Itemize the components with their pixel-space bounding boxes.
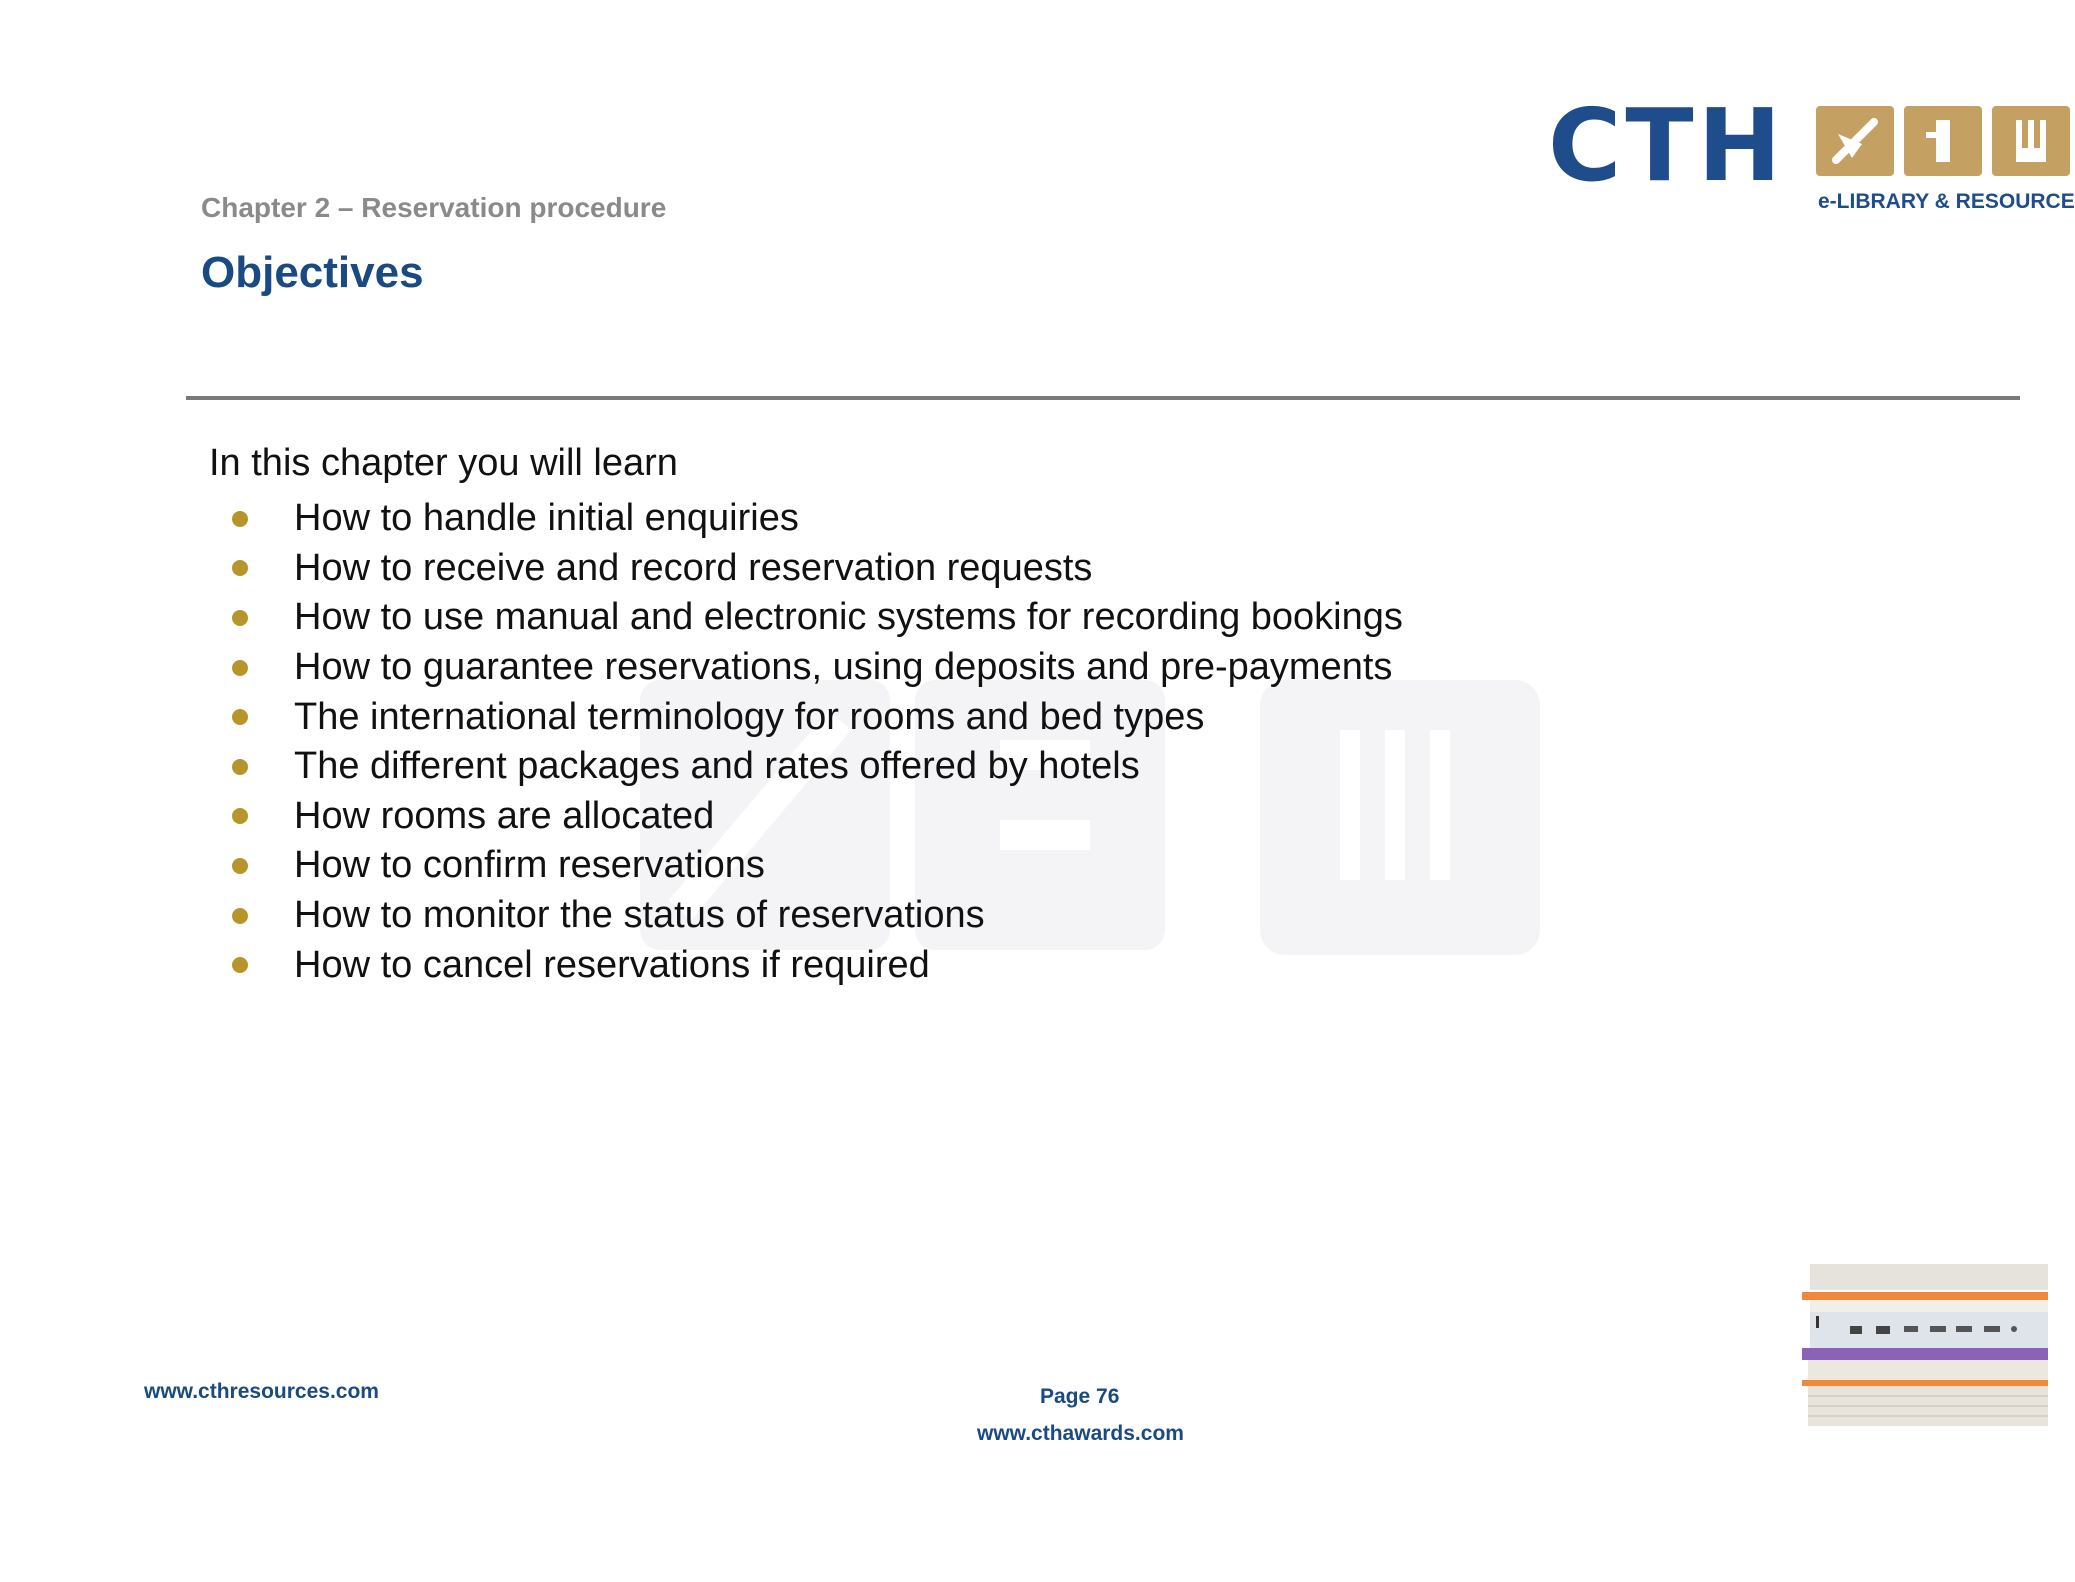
list-item xyxy=(232,643,1403,693)
cth-logo xyxy=(1548,87,2075,224)
list-item xyxy=(232,940,1403,990)
list-item-text: How to handle initial enquiries xyxy=(294,497,799,540)
airplane-icon xyxy=(1816,106,1894,176)
hotel-icon xyxy=(1904,106,1982,176)
list-item-text: The international terminology for rooms and bed types xyxy=(294,695,1205,738)
list-item xyxy=(232,494,1403,544)
logo-text: CTH xyxy=(1548,87,1786,204)
bullet-icon xyxy=(232,759,248,775)
list-item xyxy=(232,593,1403,643)
footer-resources-link[interactable]: www.cthresources.com xyxy=(144,1380,379,1403)
bullet-icon xyxy=(232,660,248,676)
fork-icon xyxy=(1992,106,2070,176)
bullet-icon xyxy=(232,858,248,874)
list-item-text: How to use manual and electronic systems for recording bookings xyxy=(294,596,1403,639)
page-number: Page 76 xyxy=(1040,1385,1120,1408)
list-item-text: How to cancel reservations if required xyxy=(294,943,930,986)
bullet-icon xyxy=(232,511,248,527)
list-item-text: How to receive and record reservation requests xyxy=(294,546,1093,589)
bullet-icon xyxy=(232,808,248,824)
list-item-text: The different packages and rates offered by hotels xyxy=(294,745,1140,788)
list-item-text: How to confirm reservations xyxy=(294,844,765,887)
list-item-text: How to monitor the status of reservations xyxy=(294,894,985,937)
logo-tiles xyxy=(1816,106,2070,176)
objectives-list xyxy=(232,494,1403,990)
list-item xyxy=(232,742,1403,792)
bullet-icon xyxy=(232,957,248,973)
page-title: Objectives xyxy=(201,248,424,297)
list-item xyxy=(232,841,1403,891)
list-item-text: How rooms are allocated xyxy=(294,794,715,837)
list-item xyxy=(232,692,1403,742)
list-item xyxy=(232,891,1403,941)
footer-awards-link[interactable]: www.cthawards.com xyxy=(977,1422,1184,1445)
bullet-icon xyxy=(232,908,248,924)
header-divider xyxy=(186,396,2020,400)
chapter-heading: Chapter 2 – Reservation procedure xyxy=(201,192,667,223)
bullet-icon xyxy=(232,560,248,576)
list-item xyxy=(232,792,1403,842)
bullet-icon xyxy=(232,709,248,725)
bullet-icon xyxy=(232,610,248,626)
intro-text: In this chapter you will learn xyxy=(209,442,678,484)
list-item xyxy=(232,544,1403,594)
list-item-text: How to guarantee reservations, using deposits and pre-payments xyxy=(294,646,1393,689)
logo-subtitle: e-LIBRARY & RESOURCE xyxy=(1818,190,2075,213)
books-laptop-illustration xyxy=(1800,1264,2048,1432)
